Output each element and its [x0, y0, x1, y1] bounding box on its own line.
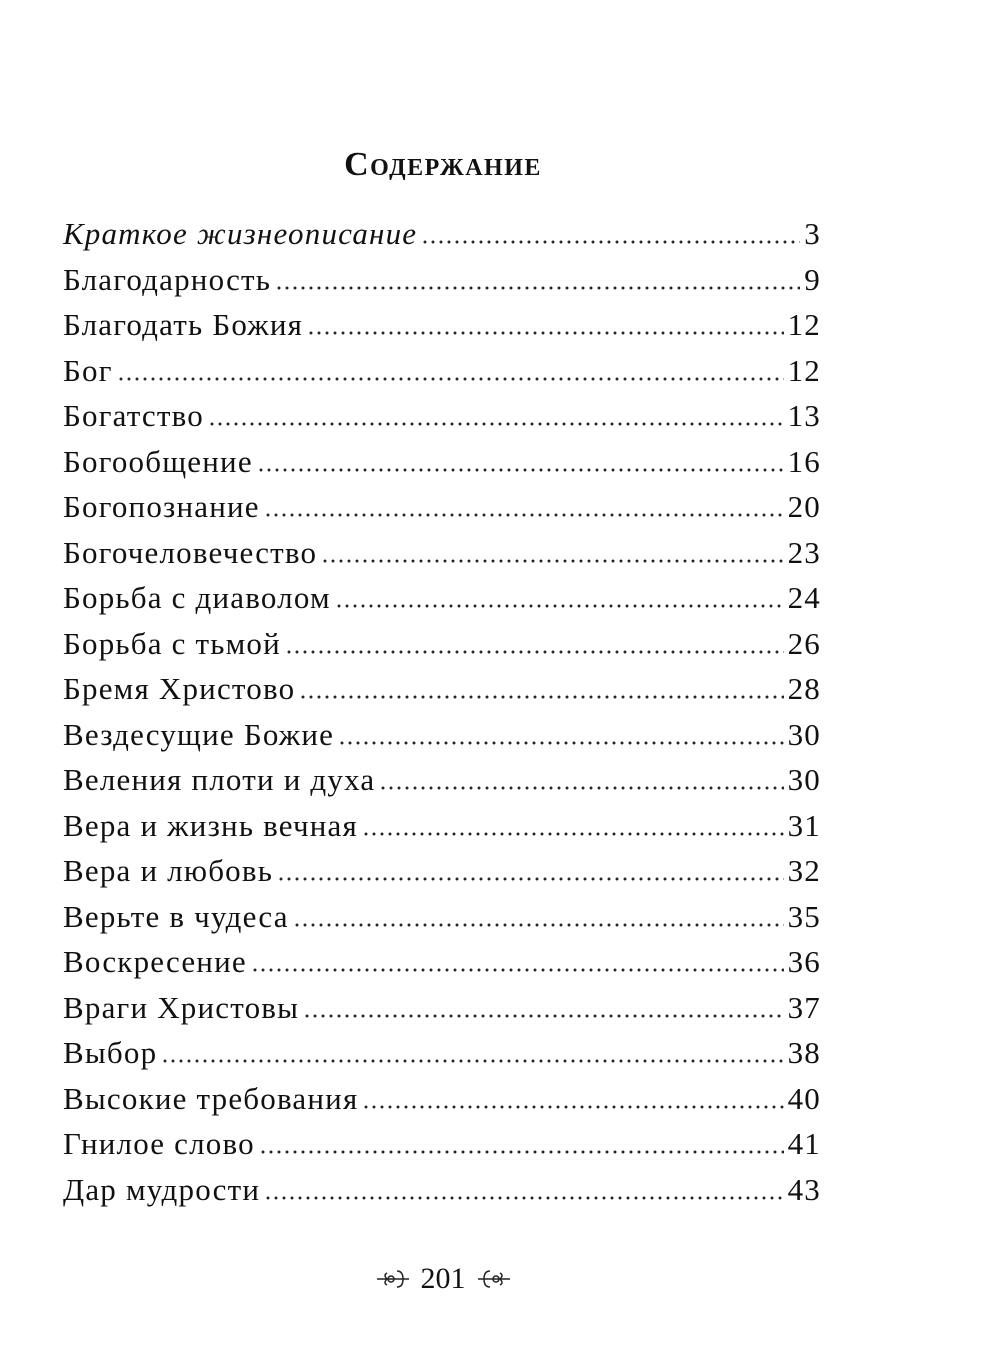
toc-entry [63, 671, 821, 717]
dot-leader [299, 695, 783, 699]
toc-entry-title: Вера и любовь [63, 853, 274, 888]
toc-entry [63, 626, 821, 672]
toc-entry-page: 30 [787, 716, 821, 752]
toc-entry-page: 20 [787, 489, 821, 524]
toc-entry-title: Враги Христовы [63, 989, 300, 1025]
dot-leader [307, 331, 783, 335]
dot-leader [275, 286, 800, 290]
toc-entry [63, 1035, 821, 1081]
toc-entry [63, 216, 821, 262]
toc-entry [63, 535, 821, 581]
table-of-contents [63, 216, 821, 1217]
toc-entry-title: Вездесущие Божие [63, 716, 335, 752]
toc-entry [63, 580, 821, 626]
toc-entry [63, 899, 821, 945]
dot-leader [362, 1105, 783, 1109]
toc-entry-title: Бог [63, 352, 113, 388]
toc-entry-page: 23 [787, 534, 821, 570]
right-ornament-icon [476, 1267, 512, 1291]
page-footer [0, 1262, 886, 1296]
toc-entry-page: 32 [787, 853, 821, 888]
toc-entry-page: 43 [787, 1171, 821, 1207]
toc-entry [63, 944, 821, 990]
toc-entry-page: 24 [787, 580, 821, 615]
left-ornament-icon [375, 1267, 411, 1291]
toc-entry-title: Краткое жизнеописание [63, 216, 418, 251]
toc-entry-page: 37 [787, 989, 821, 1025]
toc-entry [63, 762, 821, 808]
toc-entry-page: 28 [787, 671, 821, 706]
toc-entry-title: Воскресение [63, 944, 247, 979]
toc-entry-page: 16 [787, 443, 821, 479]
toc-entry-page: 9 [804, 261, 821, 297]
toc-entry-title: Благодать Божия [63, 307, 304, 342]
dot-leader [379, 786, 783, 790]
toc-entry-title: Гнилое слово [63, 1126, 255, 1161]
toc-entry-title: Дар мудрости [63, 1171, 261, 1207]
dot-leader [208, 422, 784, 426]
dot-leader [277, 877, 784, 881]
toc-entry-page: 3 [804, 216, 821, 251]
toc-entry [63, 489, 821, 535]
toc-entry-page: 35 [787, 898, 821, 934]
toc-entry-page: 30 [787, 762, 821, 797]
toc-entry-title: Веления плоти и духа [63, 762, 376, 797]
toc-entry-title: Борьба с диаволом [63, 580, 331, 615]
toc-entry-page: 26 [787, 625, 821, 661]
toc-entry [63, 307, 821, 353]
dot-leader [335, 604, 784, 608]
dot-leader [264, 1196, 783, 1200]
toc-entry-page: 36 [787, 944, 821, 979]
toc-entry [63, 398, 821, 444]
page-number: 201 [420, 1262, 466, 1295]
toc-entry-title: Верьте в чудеса [63, 898, 289, 934]
dot-leader [321, 559, 783, 563]
toc-entry-page: 40 [787, 1080, 821, 1116]
dot-leader [338, 741, 783, 745]
toc-entry [63, 808, 821, 854]
toc-entry-title: Бремя Христово [63, 671, 296, 706]
toc-entry-page: 12 [787, 307, 821, 342]
toc-entry-title: Борьба с тьмой [63, 625, 281, 661]
toc-entry [63, 1172, 821, 1218]
toc-entry [63, 717, 821, 763]
dot-leader [362, 832, 784, 836]
toc-entry [63, 990, 821, 1036]
toc-entry-title: Выбор [63, 1035, 158, 1070]
toc-entry-title: Богообщение [63, 443, 253, 479]
toc-entry [63, 262, 821, 308]
toc-entry-title: Вера и жизнь вечная [63, 807, 358, 843]
toc-entry [63, 444, 821, 490]
dot-leader [161, 1059, 783, 1063]
toc-entry-page: 31 [787, 807, 821, 843]
dot-leader [251, 968, 784, 972]
page-title: Содержание [344, 146, 542, 183]
toc-entry-title: Богочеловечество [63, 534, 318, 570]
toc-entry-title: Благодарность [63, 261, 272, 297]
dot-leader [285, 650, 784, 654]
toc-entry-title: Высокие требования [63, 1080, 359, 1116]
toc-entry-title: Богопознание [63, 489, 260, 524]
toc-entry-page: 38 [787, 1035, 821, 1070]
dot-leader [117, 377, 784, 381]
toc-entry [63, 853, 821, 899]
dot-leader [303, 1014, 783, 1018]
dot-leader [421, 240, 800, 244]
toc-entry [63, 1126, 821, 1172]
toc-entry [63, 1081, 821, 1127]
toc-entry [63, 353, 821, 399]
dot-leader [259, 1150, 784, 1154]
dot-leader [257, 468, 784, 472]
dot-leader [293, 923, 784, 927]
toc-entry-page: 12 [787, 352, 821, 388]
toc-entry-title: Богатство [63, 398, 204, 433]
toc-entry-page: 13 [787, 398, 821, 433]
dot-leader [264, 513, 784, 517]
toc-entry-page: 41 [787, 1126, 821, 1161]
